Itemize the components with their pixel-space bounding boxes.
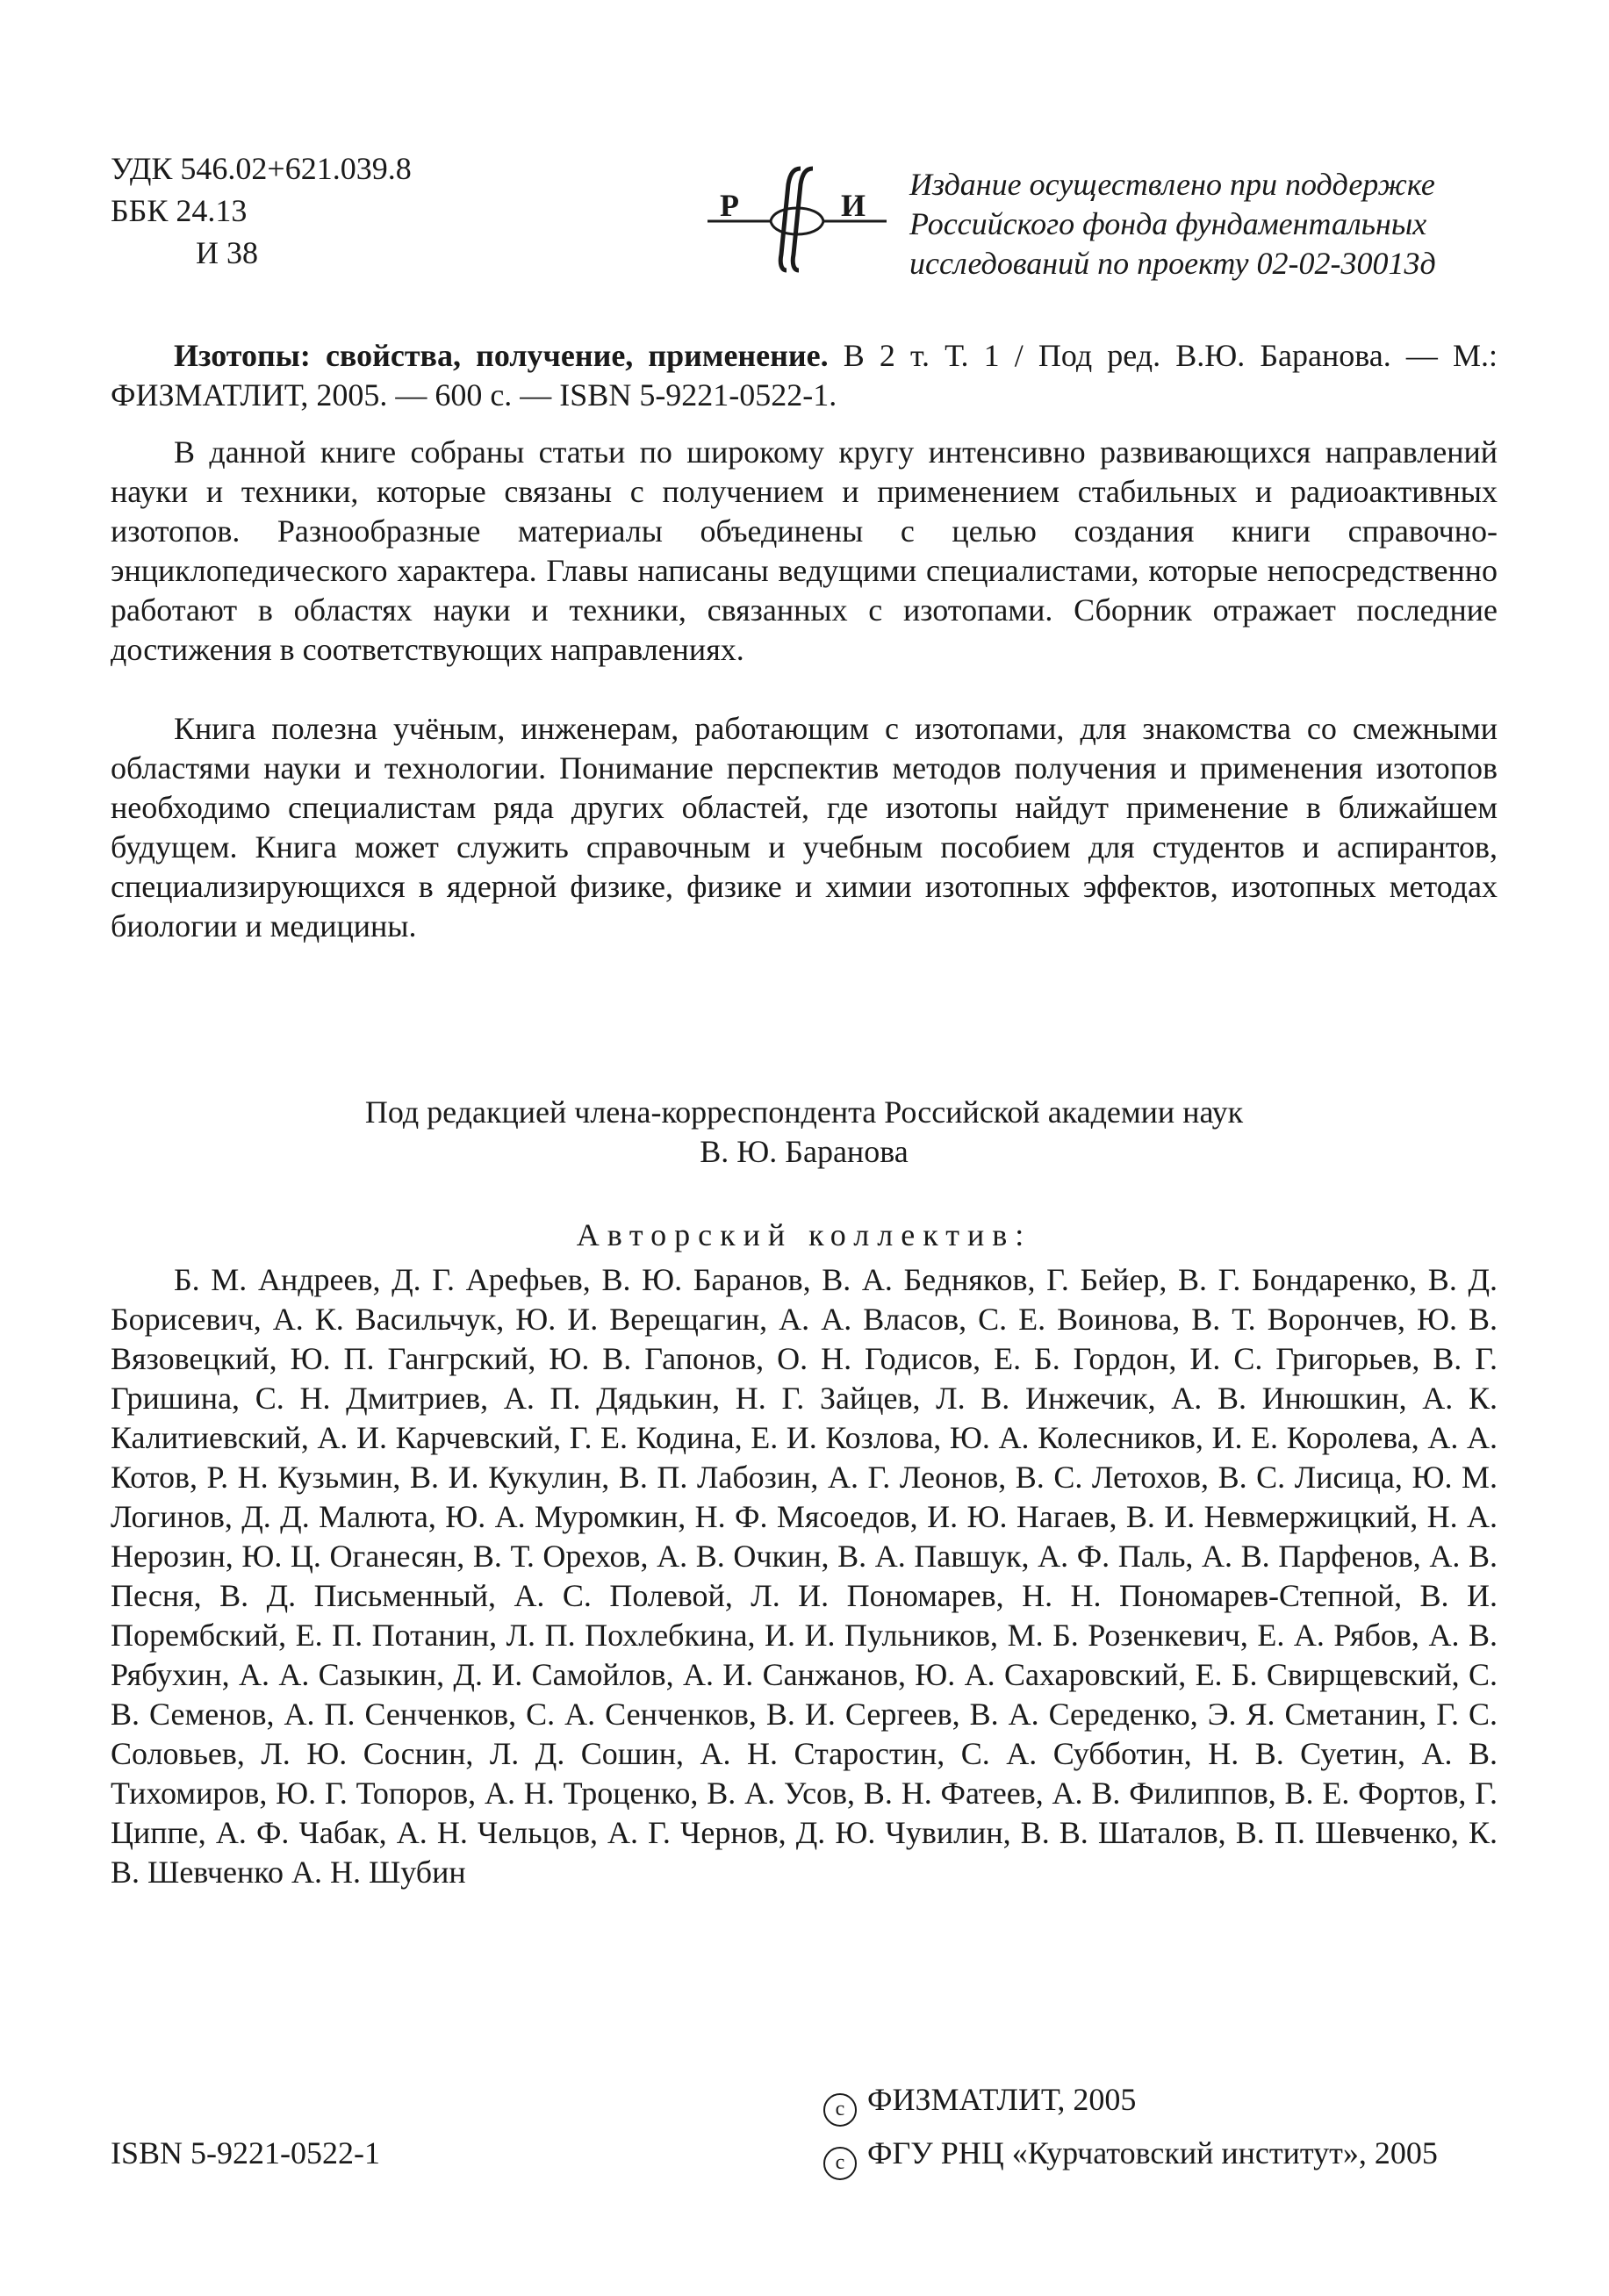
author-mark: И 38	[196, 235, 258, 270]
logo-letter-i: И	[841, 188, 866, 223]
grant-note	[909, 165, 1506, 283]
grant-line: Российского фонда фундаментальных	[909, 206, 1427, 241]
logo-letter-r: Р	[720, 188, 739, 223]
authors-text: Б. М. Андреев, Д. Г. Арефьев, В. Ю. Баранов, В. А. Бедняков, Г. Бейер, В. Г. Бондаренко, В. Д. Борисевич, А. К. Васильчук, Ю. И. Верещагин, А. А. Власов, С. Е. Воинова, В. Т. Ворончев, Ю. В. Вязовецкий, Ю. П. Гангрский, Ю. В. Гапонов, О. Н. Годисов, Е. Б. Гордон, И. С. Григорьев, В. Г. Гришина, С. Н. Дмитриев, А. П. Дядькин, Н. Г. Зайцев, Л. В. Инжечик, А. В. Инюшкин, А. К. Калитиевский, А. И. Карчевский, Г. Е. Кодина, Е. И. Козлова, Ю. А. Колесников, И. Е. Королева, А. А. Котов, Р. Н. Кузьмин, В. И. Кукулин, В. П. Лабозин, А. Г. Леонов, В. С. Летохов, В. С. Лисица, Ю. М. Логинов, Д. Д. Малюта, Ю. А. Муромкин, Н. Ф. Мясоедов, И. Ю. Нагаев, В. И. Невмержицкий, Н. А. Нерозин, Ю. Ц. Оганесян, В. Т. Орехов, А. В. Очкин, В. А. Павшук, А. Ф. Паль, А. В. Парфенов, А. В. Песня, В. Д. Письменный, А. С. Полевой, Л. И. Пономарев, Н. Н. Пономарев-Степной, В. И. Порембский, Е. П. Потанин, Л. П. Похлебкина, И. И. Пульников, М. Б. Розенкевич, Е. А. Рябов, А. В. Рябухин, А. А. Сазыкин, Д. И. Самойлов, А. И. Санжанов, Ю. А. Сахаровский, Е. Б. Свирщевский, С. В. Семенов, А. П. Сенченков, С. А. Сенченков, В. И. Сергеев, В. А. Середенко, Э. Я. Сметанин, Г. С. Соловьев, Л. Ю. Соснин, Л. Д. Сошин, А. Н. Старостин, С. А. Субботин, Н. В. Суетин, А. В. Тихомиров, Ю. Г. Топоров, А. Н. Троценко, В. А. Усов, В. Н. Фатеев, А. В. Филиппов, В. Е. Фортов, Г. Циппе, А. Ф. Чабак, А. Н. Чельцов, А. Г. Чернов, Д. Ю. Чувилин, В. В. Шаталов, В. П. Шевченко, К. В. Шевченко А. Н. Шубин	[111, 1262, 1498, 1890]
rffi-logo	[700, 158, 894, 281]
copyright-text: ФИЗМАТЛИТ, 2005	[867, 2082, 1137, 2117]
book-title: Изотопы: свойства, получение, применение.	[174, 338, 829, 373]
annotation-text: Книга полезна учёным, инженерам, работающим с изотопами, для знакомства со смежными областями науки и технологии. Понимание перспектив методов получения и применения изотопов необходимо специалистам ряда других областей, где изотопы найдут применение в ближайшем будущем. Книга может служить справочным и учебным пособием для студентов и аспирантов, специализирующихся в ядерной физике, физике и химии изотопных эффектов, изотопных методах биологии и медицины.	[111, 711, 1498, 944]
editor-credit-line1: Под редакцией члена-корреспондента Российской академии наук	[364, 1094, 1244, 1130]
annotation-paragraph-1	[111, 433, 1498, 670]
isbn: ISBN 5-9221-0522-1	[111, 2135, 380, 2170]
copyright-line	[823, 2080, 1136, 2127]
bbk-code: ББК 24.13	[111, 193, 248, 228]
copyright-icon: c	[823, 2147, 857, 2180]
authors-heading: Авторский коллектив:	[576, 1217, 1032, 1252]
copyright-line	[823, 2134, 1438, 2180]
annotation-text: В данной книге собраны статьи по широкому кругу интенсивно развивающихся направлений науки и техники, которые связаны с получением и применением стабильных и радиоактивных изотопов. Разнообразные материалы объединены с целью создания книги справочно-энциклопедического характера. Главы написаны ведущими специалистами, которые непосредственно работают в областях науки и техники, связанных с изотопами. Сборник отражает последние достижения в соответствующих направлениях.	[111, 434, 1498, 667]
annotation-paragraph-2	[111, 709, 1498, 946]
editor-credit	[111, 1093, 1498, 1172]
grant-line: Издание осуществлено при поддержке	[909, 167, 1435, 202]
classification-codes	[111, 147, 412, 274]
logo-right-stroke	[793, 169, 813, 270]
udk-code: УДК 546.02+621.039.8	[111, 151, 412, 186]
bibliographic-record	[111, 336, 1498, 415]
copyright-icon: c	[823, 2093, 857, 2127]
bibliographic-details: В 2 т. Т. 1 / Под ред. В.Ю. Баранова. — М.: ФИЗМАТЛИТ, 2005. — 600 с. — ISBN 5-9221-0522-1.	[111, 338, 1498, 413]
authors-list	[111, 1260, 1498, 1892]
grant-line: исследований по проекту 02-02-30013д	[909, 246, 1436, 281]
copyright-text: ФГУ РНЦ «Курчатовский институт», 2005	[867, 2135, 1438, 2170]
editor-name: В. Ю. Баранова	[700, 1134, 909, 1169]
